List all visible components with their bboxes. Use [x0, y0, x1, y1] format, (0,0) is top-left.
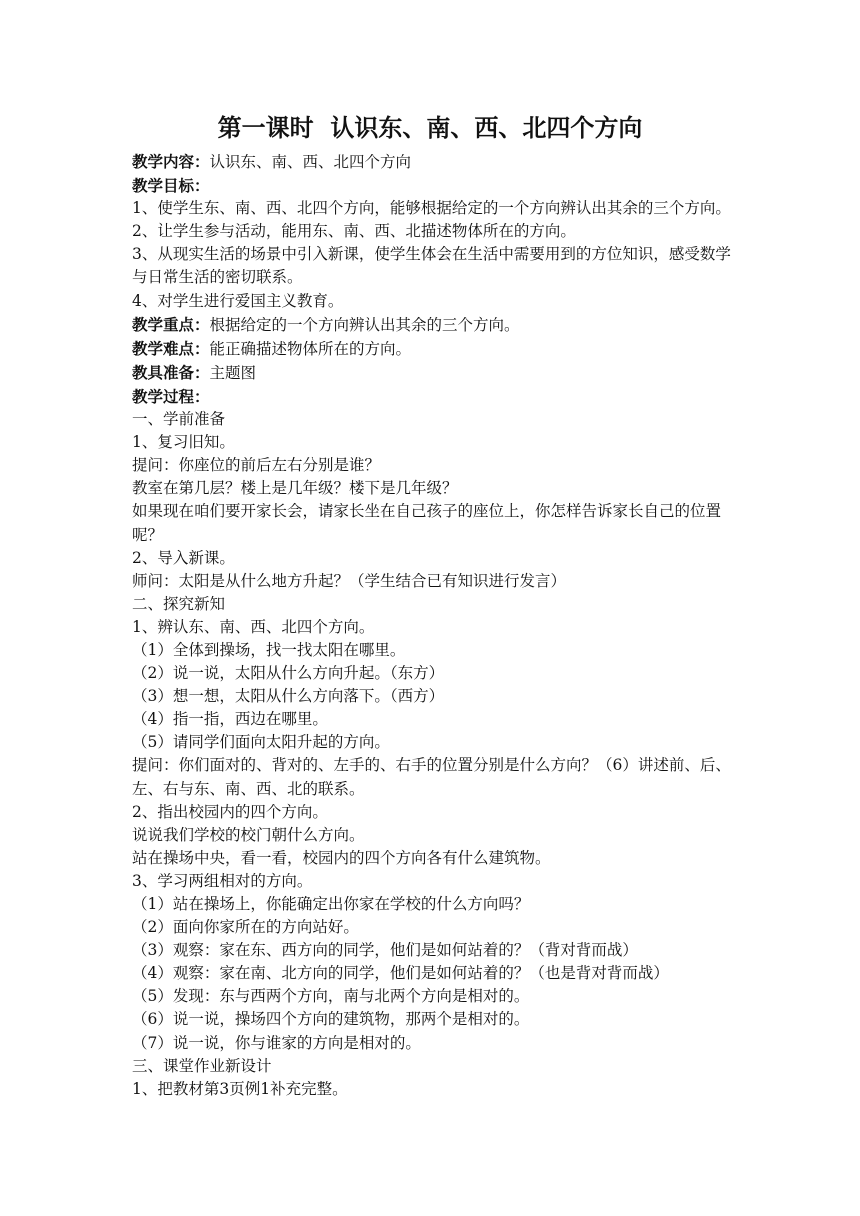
- difficulty-label: 教学难点：: [132, 338, 210, 358]
- process-line: 三、课堂作业新设计: [132, 1056, 272, 1075]
- process-line: 说说我们学校的校门朝什么方向。: [132, 825, 365, 844]
- goal-item: 3、从现实生活的场景中引入新课，使学生体会在生活中需要用到的方位知识，感受数学与日常生活的密切联系。: [132, 245, 731, 287]
- goals-list: [132, 197, 742, 312]
- goals-heading: 教学目标：: [132, 176, 210, 196]
- process-line: （6）说一说，操场四个方向的建筑物，那两个是相对的。: [132, 1010, 530, 1029]
- document-body: [132, 150, 742, 1101]
- goal-item: 2、让学生参与活动，能用东、南、西、北描述物体所在的方向。: [132, 222, 576, 241]
- process-line: 1、把教材第3页例1补充完整。: [132, 1079, 348, 1098]
- process-heading: 教学过程：: [132, 386, 210, 406]
- process-line: 1、复习旧知。: [132, 433, 235, 452]
- process-line: （2）说一说，太阳从什么方向升起。（东方）: [132, 664, 445, 683]
- tools-label: 教具准备：: [132, 362, 210, 382]
- process-line: （4）指一指，西边在哪里。: [132, 710, 328, 729]
- process-line: （5）请同学们面向太阳升起的方向。: [132, 733, 390, 752]
- process-line: 提问：你们面对的、背对的、左手的、右手的位置分别是什么方向？（6）讲述前、后、左、右与东、南、西、北的联系。: [132, 756, 731, 798]
- teaching-content-label: 教学内容：: [132, 152, 210, 171]
- teaching-content: [132, 150, 742, 174]
- difficulty-text: 能正确描述物体所在的方向。: [209, 339, 412, 358]
- process-line: 站在操场中央，看一看，校园内的四个方向各有什么建筑物。: [132, 848, 551, 867]
- process-line: （3）观察：家在东、西方向的同学，他们是如何站着的？（背对背而战）: [132, 941, 638, 960]
- key-point-label: 教学重点：: [132, 314, 210, 334]
- goal-item: 4、对学生进行爱国主义教育。: [132, 291, 344, 310]
- process-line: （5）发现：东与西两个方向，南与北两个方向是相对的。: [132, 987, 530, 1006]
- process-line: 二、探究新知: [132, 594, 226, 613]
- process-line: （1）站在操场上，你能确定出你家在学校的什么方向吗？: [132, 895, 530, 913]
- process-line: 师问：太阳是从什么地方升起？（学生结合已有知识进行发言）: [132, 571, 567, 590]
- process-line: （3）想一想，太阳从什么方向落下。（西方）: [132, 687, 445, 706]
- process-line: 如果现在咱们要开家长会，请家长坐在自己孩子的座位上，你怎样告诉家长自己的位置呢？: [132, 502, 722, 544]
- teaching-content-text: 认识东、南、西、北四个方向: [209, 153, 412, 171]
- process-line: （2）面向你家所在的方向站好。: [132, 918, 359, 937]
- process-line: 2、指出校园内的四个方向。: [132, 802, 328, 821]
- process-line: 教室在第几层？楼上是几年级？楼下是几年级？: [132, 479, 458, 498]
- teaching-difficulty: [132, 337, 742, 361]
- page-title: 第一课时 认识东、南、西、北四个方向: [217, 113, 643, 142]
- goal-item: 1、使学生东、南、西、北四个方向，能够根据给定的一个方向辨认出其余的三个方向。: [132, 199, 731, 218]
- process-line: （4）观察：家在南、北方向的同学，他们是如何站着的？（也是背对背而战）: [132, 964, 669, 983]
- teaching-tools: [132, 361, 742, 385]
- process-line: 一、学前准备: [132, 410, 226, 429]
- process-line: （7）说一说，你与谁家的方向是相对的。: [132, 1033, 421, 1052]
- process-line: 提问：你座位的前后左右分别是谁？: [132, 456, 381, 475]
- process-line: （1）全体到操场，找一找太阳在哪里。: [132, 640, 406, 659]
- key-point-text: 根据给定的一个方向辨认出其余的三个方向。: [209, 315, 520, 334]
- process-line: 2、导入新课。: [132, 548, 235, 567]
- process-line: 1、辨认东、南、西、北四个方向。: [132, 617, 375, 636]
- tools-text: 主题图: [209, 363, 257, 382]
- teaching-key-point: [132, 313, 742, 337]
- process-line: 3、学习两组相对的方向。: [132, 871, 313, 890]
- process-list: [132, 408, 742, 1101]
